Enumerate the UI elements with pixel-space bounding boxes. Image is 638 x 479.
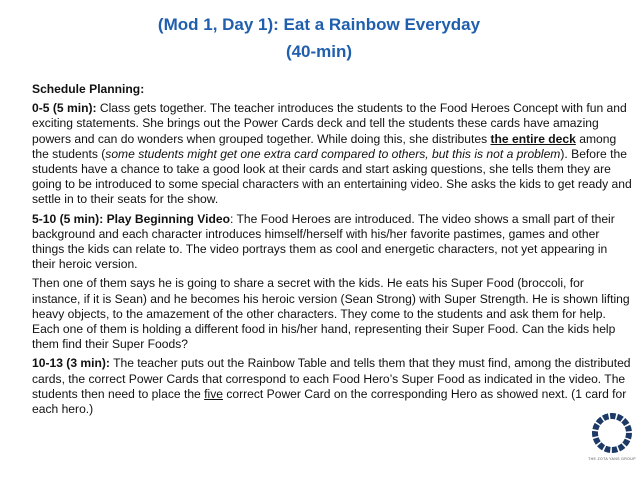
paragraph-secret [32,276,632,352]
text-span: Then one of them says he is going to share a secret with the kids. He eats his Super Food (broccoli, for instance, if it is Sean) and he becomes his heroic version (Sean Strong) with Super Strength. He is shown lifting heavy objects, to the amazement of the other characters. They come to the students and ask them for help. Each one of them is holding a different food in his/her hand, representing their Super Food. Can the kids help them find their Super Foods? [32,276,630,352]
page-title-line-1: (Mod 1, Day 1): Eat a Rainbow Everyday [157,15,481,34]
time-label: 10-13 (3 min): [32,356,110,371]
paragraph-10-13 [32,356,632,417]
emphasis-span: the entire deck [490,131,576,146]
text-span: Class gets together. The teacher introduces the students to the Food Heroes Concept with fun and exciting statements. She brings out the Power Cards deck and tell the students these cards have amazing powers and can do wonders when grouped together. While doing this, she distributes [32,101,627,146]
text-span: The teacher puts out the Rainbow Table and tells them that they must find, among the distributed cards, the correct Power Cards that correspond to each Food Hero’s Super Food as indicated in the video. The students then need to place the [32,356,631,401]
text-span: correct Power Card on the corresponding Hero as showed next. (1 card for each hero.) [32,386,627,417]
italic-span: some students might get one extra card compared to others, but this is not a problem [105,146,561,161]
text-span: among the students ( [32,131,617,161]
logo-text: THE ZOTA YANS GROUP [588,457,636,461]
document-body [32,82,632,421]
ring-logo-icon [591,412,633,454]
text-span: ). Before the students have a chance to take a good look at their cards and start asking questions, she tells them they are going to be introduced to some special characters with an entertaining video. She asks the kids to get ready and settle in to their seats for the show. [32,146,632,207]
paragraph-5-10 [32,212,632,273]
text-span: : The Food Heroes are introduced. The video shows a small part of their background and each character introduces himself/herself with his/her favorite pastimes, games and other things the kids can relate to. The video portrays them as cool and energetic characters, not yet appearing in their heroic version. [32,211,615,272]
time-label: 0-5 (5 min): [32,101,97,116]
paragraph-0-5 [32,101,632,207]
company-logo [586,412,638,478]
underlined-span: five [204,386,223,401]
section-heading: Schedule Planning: [32,82,145,96]
page-title-line-2: (40-min) [285,42,353,61]
time-label: 5-10 (5 min): Play Beginning Video [32,211,231,226]
page-title [0,11,638,65]
